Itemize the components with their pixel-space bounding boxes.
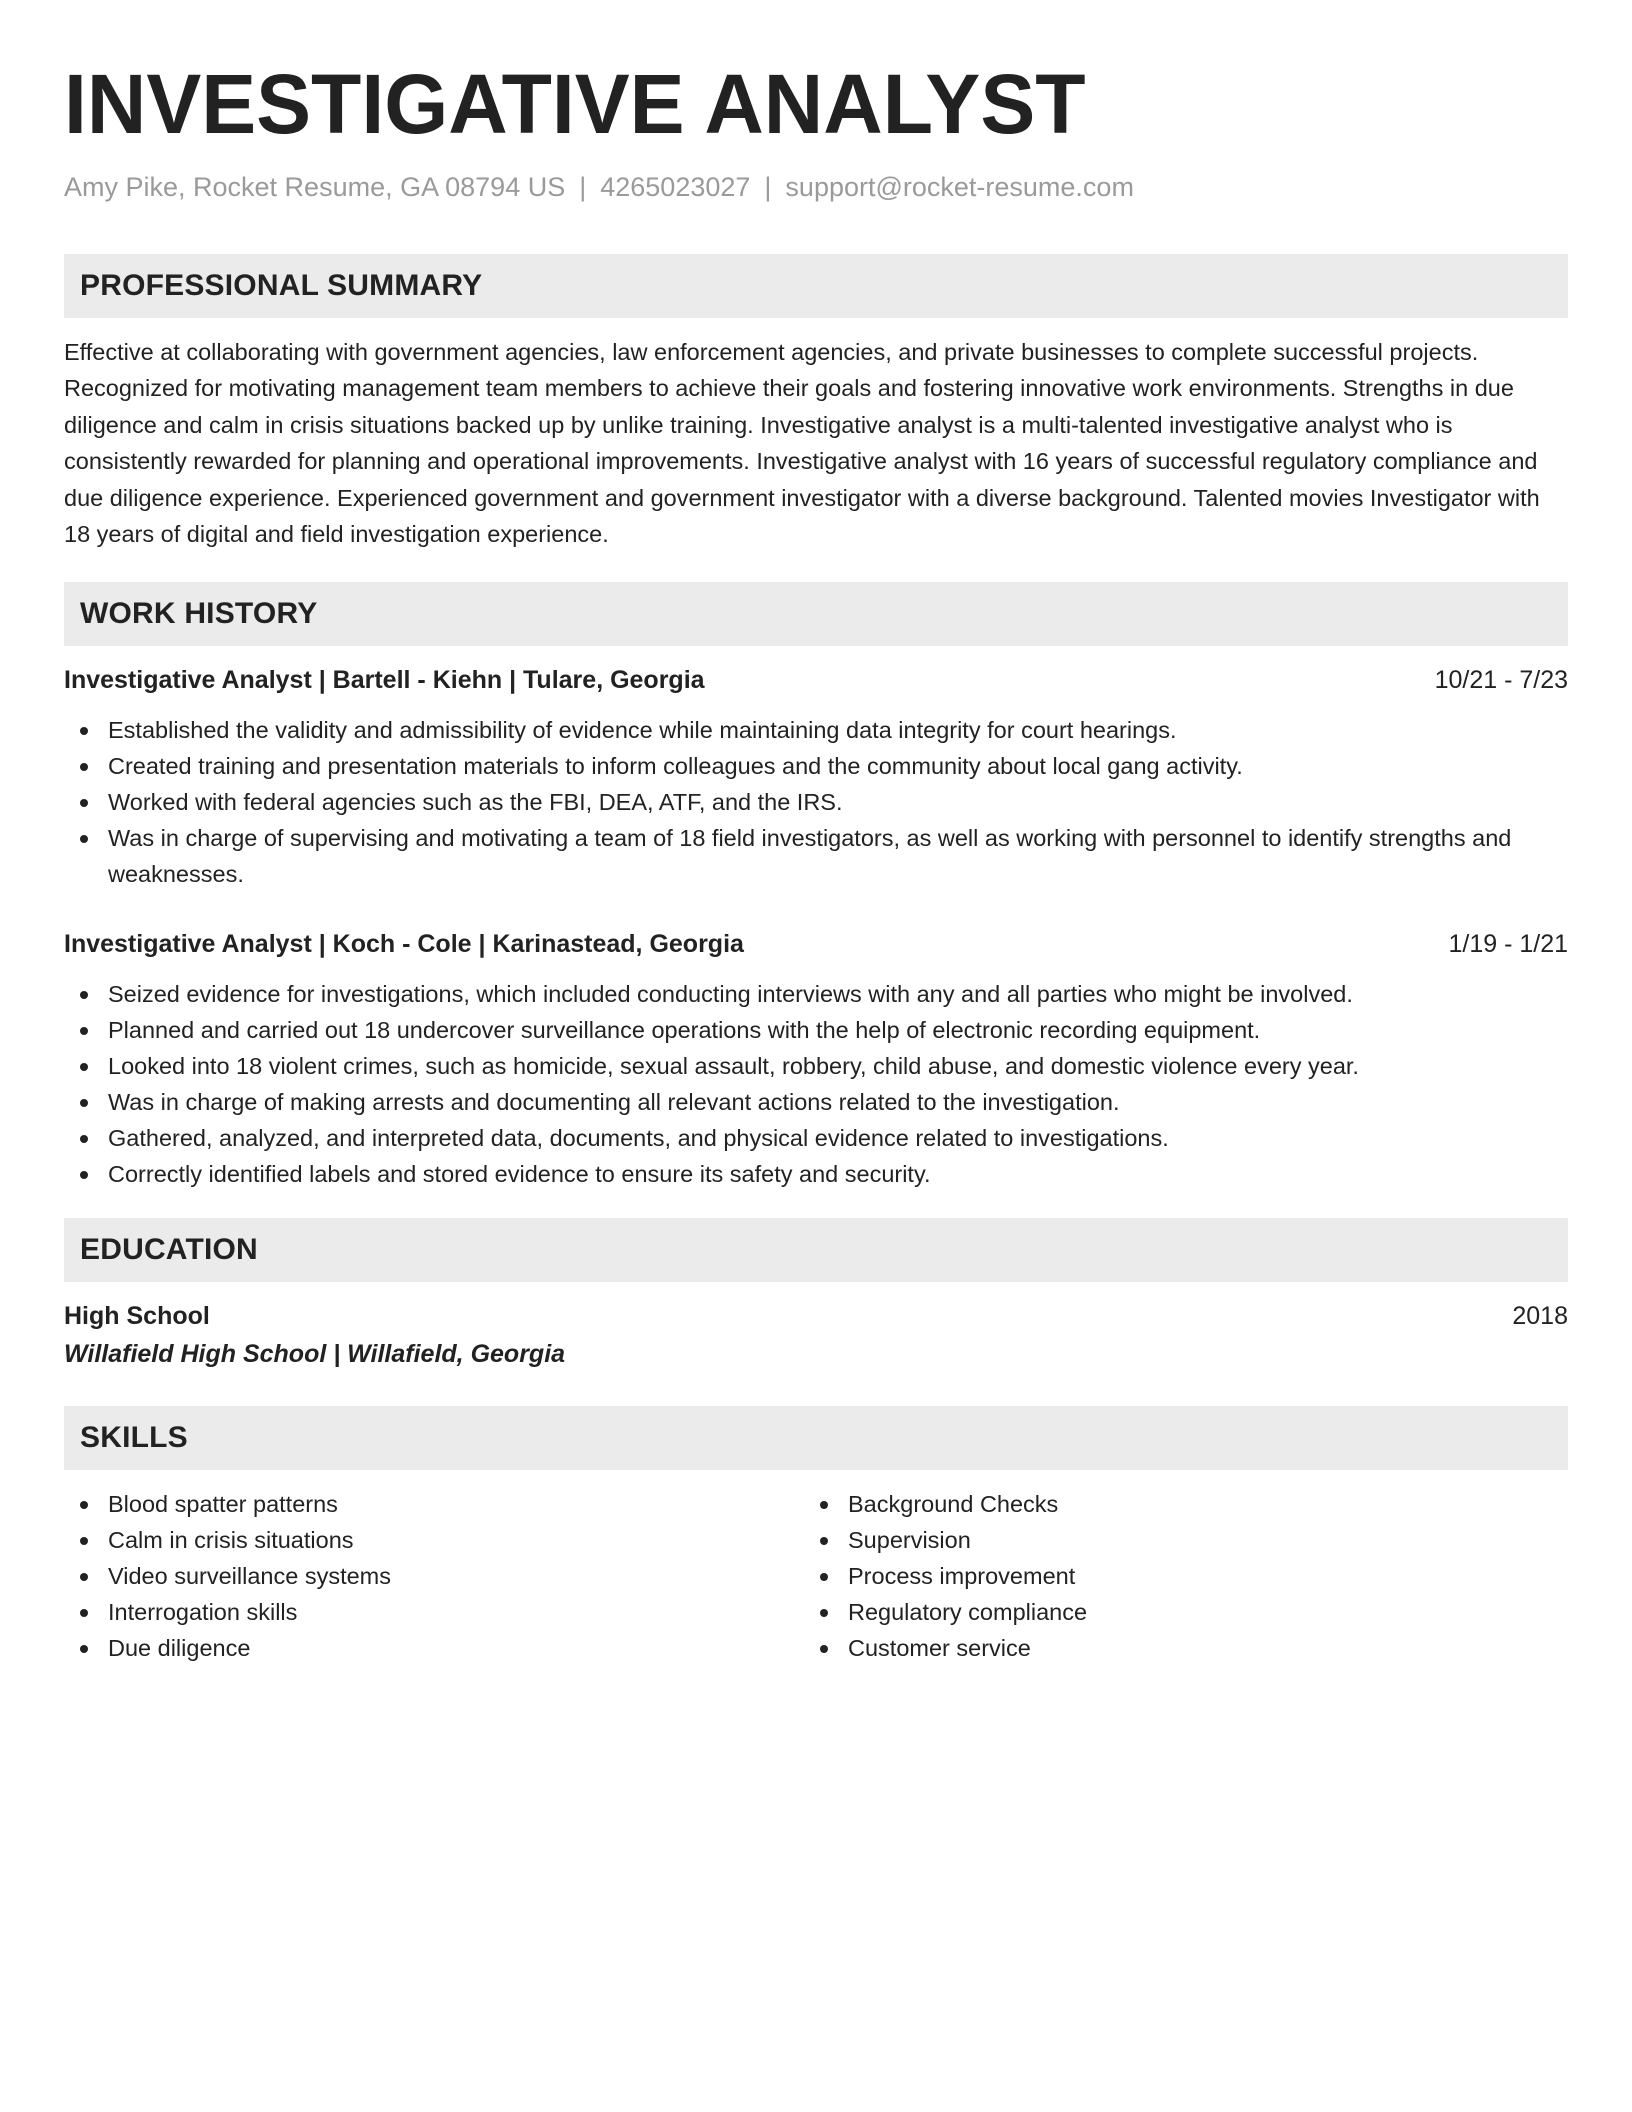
job-bullet: Established the validity and admissibility of evidence while maintaining data integrity for court hearings. [64,712,1568,748]
contact-line [64,170,1568,204]
job-header [64,928,1568,960]
skills-list [64,1486,804,1666]
job-title: Investigative Analyst | Koch - Cole | Karinastead, Georgia [64,930,744,959]
education-school: Willafield High School | Willafield, Georgia [64,1340,566,1369]
skill-item: Due diligence [64,1630,804,1666]
job-bullet-list [64,976,1568,1192]
skill-item: Customer service [804,1630,1544,1666]
job-bullet: Gathered, analyzed, and interpreted data, documents, and physical evidence related to investigations. [64,1120,1568,1156]
resume-name-title: INVESTIGATIVE ANALYST [64,57,1086,151]
skill-item: Blood spatter patterns [64,1486,804,1522]
job-dates: 10/21 - 7/23 [1434,666,1568,695]
job-entry [64,928,1568,1192]
contact-address: Amy Pike, Rocket Resume, GA 08794 US [64,172,566,202]
contact-email: support@rocket-resume.com [785,172,1134,202]
summary-paragraph: Effective at collaborating with government agencies, law enforcement agencies, and private businesses to complete successful projects. Recognized for motivating management team members to achieve their goals and fostering innovative work environments. Strengths in due diligence and calm in crisis situations backed up by unlike training. Investigative analyst is a multi-talented investigative analyst who is consistently rewarded for planning and operational improvements. Investigative analyst with 16 years of successful regulatory compliance and due diligence experience. Experienced government and government investigator with a diverse background. Talented movies Investigator with 18 years of digital and field investigation experience. [64,339,1540,548]
contact-separator: | [764,172,772,202]
skill-item: Process improvement [804,1558,1544,1594]
skills-list [804,1486,1544,1666]
job-title: Investigative Analyst | Bartell - Kiehn | Tulare, Georgia [64,666,705,695]
skill-item: Calm in crisis situations [64,1522,804,1558]
skills-grid [64,1486,1568,1666]
skill-item: Regulatory compliance [804,1594,1544,1630]
job-bullet: Looked into 18 violent crimes, such as homicide, sexual assault, robbery, child abuse, and domestic violence every year. [64,1048,1568,1084]
skill-item: Supervision [804,1522,1544,1558]
education-degree: High School [64,1302,210,1331]
skills-column-left [64,1486,804,1666]
job-bullet: Was in charge of supervising and motivating a team of 18 field investigators, as well as working with personnel to identify strengths and weaknesses. [64,820,1568,892]
skill-item: Background Checks [804,1486,1544,1522]
section-heading-education: EDUCATION [64,1218,1568,1282]
job-bullet: Created training and presentation materials to inform colleagues and the community about local gang activity. [64,748,1568,784]
skills-column-right [804,1486,1544,1666]
contact-phone: 4265023027 [600,172,751,202]
job-bullet: Planned and carried out 18 undercover surveillance operations with the help of electronic recording equipment. [64,1012,1568,1048]
education-entry [64,1300,1568,1370]
education-header [64,1300,1568,1332]
job-bullet: Correctly identified labels and stored evidence to ensure its safety and security. [64,1156,1568,1192]
job-entry [64,664,1568,892]
job-bullet: Worked with federal agencies such as the FBI, DEA, ATF, and the IRS. [64,784,1568,820]
section-heading-skills: SKILLS [64,1406,1568,1470]
job-bullet: Was in charge of making arrests and documenting all relevant actions related to the investigation. [64,1084,1568,1120]
job-header [64,664,1568,696]
job-dates: 1/19 - 1/21 [1448,930,1568,959]
contact-separator: | [579,172,587,202]
job-bullet-list [64,712,1568,892]
section-heading-work-history: WORK HISTORY [64,582,1568,646]
section-heading-summary: PROFESSIONAL SUMMARY [64,254,1568,318]
skill-item: Video surveillance systems [64,1558,804,1594]
skill-item: Interrogation skills [64,1594,804,1630]
resume-page [64,56,1568,1666]
education-year: 2018 [1512,1302,1568,1331]
job-bullet: Seized evidence for investigations, which included conducting interviews with any and all parties who might be involved. [64,976,1568,1012]
